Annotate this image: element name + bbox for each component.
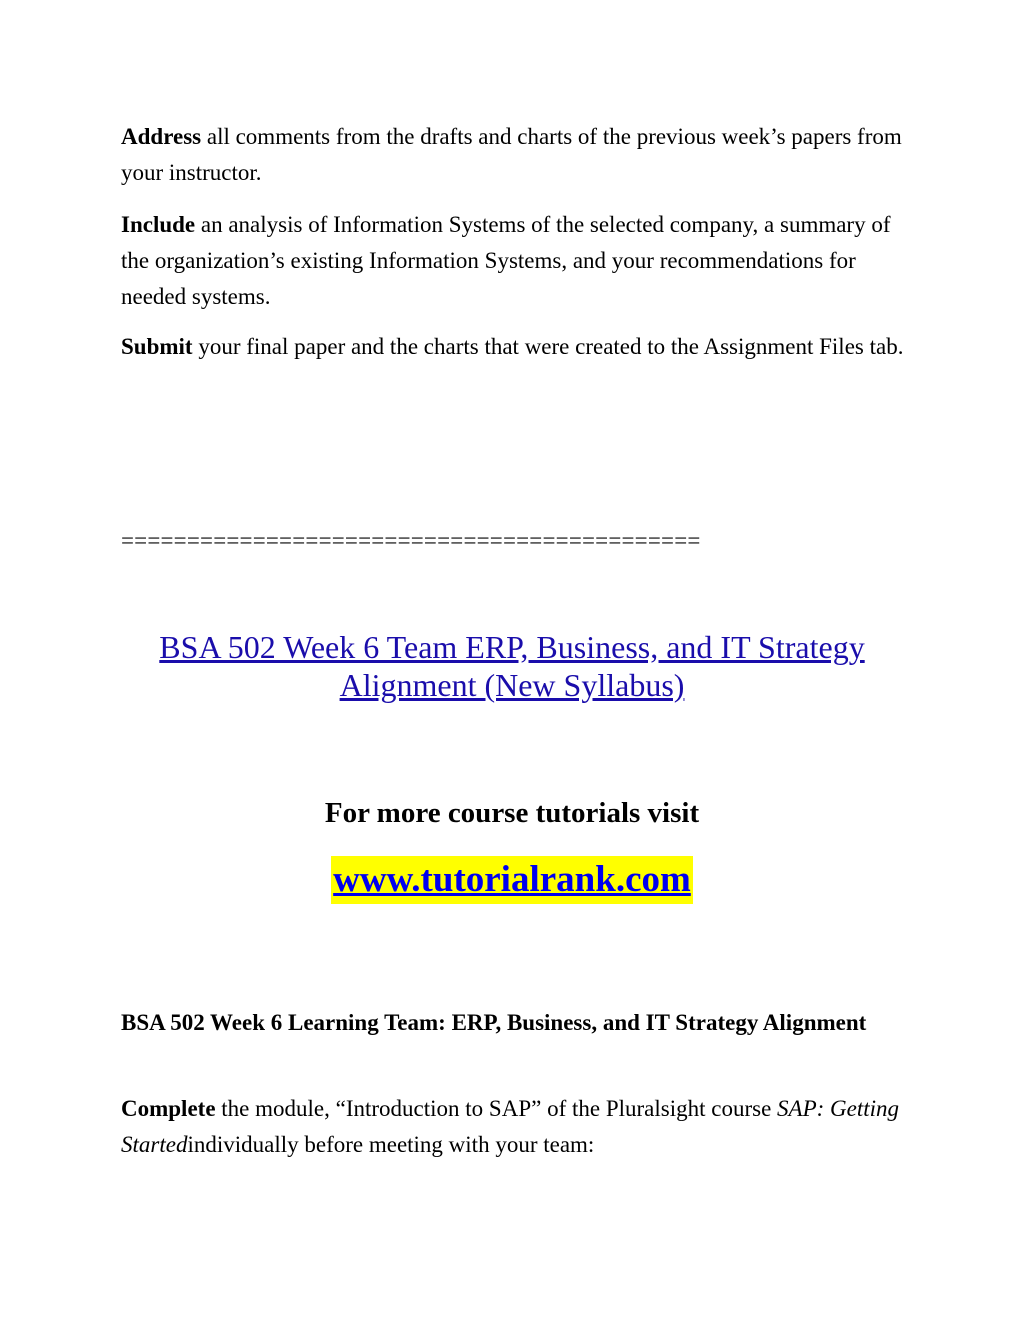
submit-paragraph: [121, 329, 911, 365]
include-paragraph: [121, 207, 911, 315]
complete-paragraph: [121, 1091, 911, 1163]
submit-lead: Submit: [121, 334, 193, 359]
site-link[interactable]: www.tutorialrank.com: [331, 856, 693, 904]
address-text: all comments from the drafts and charts of the previous week’s papers from your instructor.: [121, 124, 902, 185]
submit-text: your final paper and the charts that were created to the Assignment Files tab.: [192, 334, 904, 359]
address-lead: Address: [121, 124, 202, 149]
visit-text: For more course tutorials visit: [324, 797, 700, 829]
complete-text-before: the module, “Introduction to SAP” of the Pluralsight course: [215, 1096, 778, 1121]
include-text: an analysis of Information Systems of the selected company, a summary of the organization’s existing Information Systems, and your recommendations for needed systems.: [121, 212, 891, 309]
course-title-link[interactable]: BSA 502 Week 6 Team ERP, Business, and IT Strategy Alignment (New Syllabus): [159, 629, 865, 703]
complete-text-after: individually before meeting with your team:: [187, 1132, 595, 1157]
section-heading: BSA 502 Week 6 Learning Team: ERP, Business, and IT Strategy Alignment: [121, 1010, 867, 1035]
complete-lead: Complete: [121, 1096, 216, 1121]
address-paragraph: [121, 119, 911, 191]
site-link-wrapper: [0, 856, 1024, 904]
separator-line: ============================================: [121, 528, 701, 553]
include-lead: Include: [121, 212, 196, 237]
course-name: SAP: Getting Started: [121, 1096, 900, 1157]
